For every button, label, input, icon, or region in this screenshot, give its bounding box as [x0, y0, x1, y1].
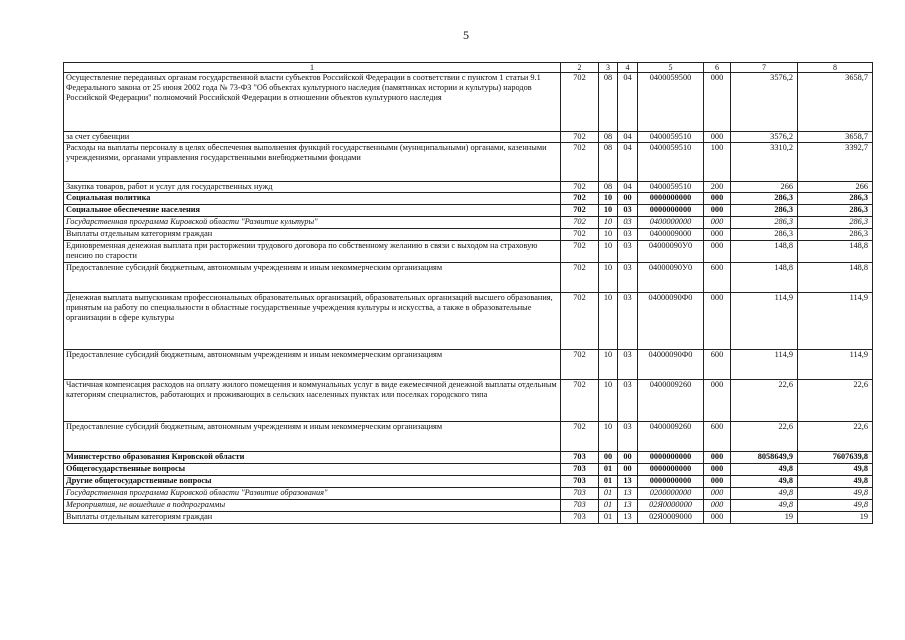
col-amount-2: 22,6	[798, 422, 873, 452]
col-ministry: 702	[561, 380, 599, 422]
row-name: Закупка товаров, работ и услуг для государственных нужд	[64, 182, 561, 193]
table-row	[64, 241, 873, 263]
row-name: Выплаты отдельным категориям граждан	[64, 229, 561, 241]
table-row	[64, 488, 873, 500]
header-cell: 7	[731, 63, 798, 73]
col-subsection: 03	[618, 380, 638, 422]
row-name: Расходы на выплаты персоналу в целях обеспечения выполнения функций государственными (муниципальными) органами, казенными учреждениями, органами управления государственными внебюджетными фондами	[64, 143, 561, 182]
table-row	[64, 464, 873, 476]
col-subsection: 03	[618, 350, 638, 380]
col-amount-2: 3658,7	[798, 132, 873, 143]
col-amount-2: 148,8	[798, 263, 873, 293]
col-amount-2: 286,3	[798, 217, 873, 229]
col-ministry: 703	[561, 512, 599, 524]
col-target: 0000000000	[638, 452, 704, 464]
col-expense-type: 000	[704, 476, 731, 488]
table-row	[64, 500, 873, 512]
table-row	[64, 193, 873, 205]
budget-table	[63, 62, 873, 524]
col-section: 10	[599, 241, 618, 263]
col-target: 0400059510	[638, 132, 704, 143]
col-section: 01	[599, 500, 618, 512]
col-section: 01	[599, 512, 618, 524]
col-ministry: 702	[561, 143, 599, 182]
col-subsection: 04	[618, 132, 638, 143]
col-target: 0400009260	[638, 422, 704, 452]
col-amount-1: 286,3	[731, 229, 798, 241]
col-target: 0400059500	[638, 73, 704, 132]
col-target: 04000090У0	[638, 241, 704, 263]
col-ministry: 703	[561, 476, 599, 488]
col-section: 10	[599, 263, 618, 293]
col-section: 10	[599, 422, 618, 452]
col-section: 10	[599, 229, 618, 241]
col-amount-2: 266	[798, 182, 873, 193]
col-amount-1: 148,8	[731, 263, 798, 293]
col-section: 08	[599, 143, 618, 182]
col-target: 0400059510	[638, 143, 704, 182]
table-row	[64, 263, 873, 293]
col-section: 01	[599, 464, 618, 476]
col-expense-type: 000	[704, 464, 731, 476]
col-section: 10	[599, 293, 618, 350]
col-amount-1: 266	[731, 182, 798, 193]
col-amount-2: 286,3	[798, 193, 873, 205]
col-expense-type: 000	[704, 205, 731, 217]
col-target: 0000000000	[638, 476, 704, 488]
col-target: 02Я0009000	[638, 512, 704, 524]
col-amount-2: 49,8	[798, 476, 873, 488]
col-ministry: 703	[561, 500, 599, 512]
col-subsection: 00	[618, 464, 638, 476]
col-expense-type: 600	[704, 350, 731, 380]
col-section: 10	[599, 380, 618, 422]
table-row	[64, 229, 873, 241]
col-amount-2: 286,3	[798, 229, 873, 241]
col-amount-1: 22,6	[731, 422, 798, 452]
table-row	[64, 182, 873, 193]
table-body	[64, 73, 873, 524]
col-amount-1: 3576,2	[731, 132, 798, 143]
table-row	[64, 143, 873, 182]
header-cell: 5	[638, 63, 704, 73]
col-amount-1: 49,8	[731, 488, 798, 500]
row-name: Социальное обеспечение населения	[64, 205, 561, 217]
col-amount-1: 114,9	[731, 350, 798, 380]
col-subsection: 03	[618, 422, 638, 452]
col-subsection: 03	[618, 263, 638, 293]
row-name: Выплаты отдельным категориям граждан	[64, 512, 561, 524]
row-name: Предоставление субсидий бюджетным, автономным учреждениям и иным некоммерческим организациям	[64, 350, 561, 380]
header-cell: 8	[798, 63, 873, 73]
col-amount-2: 3658,7	[798, 73, 873, 132]
col-expense-type: 000	[704, 380, 731, 422]
header-row	[64, 63, 873, 73]
col-expense-type: 600	[704, 422, 731, 452]
col-expense-type: 000	[704, 241, 731, 263]
col-amount-1: 286,3	[731, 217, 798, 229]
header-cell: 2	[561, 63, 599, 73]
row-name: Государственная программа Кировской области "Развитие культуры"	[64, 217, 561, 229]
table-row	[64, 512, 873, 524]
col-section: 08	[599, 73, 618, 132]
col-section: 01	[599, 488, 618, 500]
col-amount-2: 3392,7	[798, 143, 873, 182]
col-amount-1: 286,3	[731, 205, 798, 217]
col-target: 04000090Ф0	[638, 293, 704, 350]
row-name: Предоставление субсидий бюджетным, автономным учреждениям и иным некоммерческим организациям	[64, 422, 561, 452]
col-subsection: 04	[618, 143, 638, 182]
col-amount-2: 19	[798, 512, 873, 524]
col-expense-type: 000	[704, 452, 731, 464]
header-cell: 6	[704, 63, 731, 73]
col-section: 00	[599, 452, 618, 464]
col-expense-type: 000	[704, 488, 731, 500]
col-amount-1: 22,6	[731, 380, 798, 422]
row-name: Мероприятия, не вошедшие в подпрограммы	[64, 500, 561, 512]
table-row	[64, 380, 873, 422]
row-name: Осуществление переданных органам государственной власти субъектов Российской Федерации в соответствии с пунктом 1 статьи 9.1 Федерального закона от 25 июня 2002 года № 73-ФЗ "Об объектах культурного наследия (памятниках истории и культуры) народов Российской Федерации" полномочий Российской Федерации в отношении объектов культурного наследия	[64, 73, 561, 132]
col-expense-type: 000	[704, 217, 731, 229]
col-subsection: 04	[618, 182, 638, 193]
col-target: 0400059510	[638, 182, 704, 193]
col-target: 0400009000	[638, 229, 704, 241]
col-amount-1: 114,9	[731, 293, 798, 350]
col-subsection: 03	[618, 229, 638, 241]
col-section: 08	[599, 182, 618, 193]
col-target: 0000000000	[638, 193, 704, 205]
col-expense-type: 100	[704, 143, 731, 182]
col-amount-2: 148,8	[798, 241, 873, 263]
col-amount-1: 3576,2	[731, 73, 798, 132]
col-subsection: 04	[618, 73, 638, 132]
col-amount-2: 114,9	[798, 350, 873, 380]
row-name: Общегосударственные вопросы	[64, 464, 561, 476]
row-name: Министерство образования Кировской области	[64, 452, 561, 464]
col-amount-2: 114,9	[798, 293, 873, 350]
col-ministry: 702	[561, 293, 599, 350]
table-row	[64, 205, 873, 217]
row-name: Предоставление субсидий бюджетным, автономным учреждениям и иным некоммерческим организациям	[64, 263, 561, 293]
col-ministry: 702	[561, 422, 599, 452]
col-target: 0400009260	[638, 380, 704, 422]
col-expense-type: 000	[704, 512, 731, 524]
col-amount-2: 49,8	[798, 464, 873, 476]
col-amount-2: 286,3	[798, 205, 873, 217]
col-subsection: 03	[618, 217, 638, 229]
col-ministry: 702	[561, 217, 599, 229]
col-target: 0000000000	[638, 205, 704, 217]
col-ministry: 702	[561, 205, 599, 217]
col-amount-1: 49,8	[731, 500, 798, 512]
col-ministry: 702	[561, 73, 599, 132]
header-cell: 4	[618, 63, 638, 73]
col-subsection: 13	[618, 500, 638, 512]
col-amount-1: 49,8	[731, 476, 798, 488]
col-target: 0400000000	[638, 217, 704, 229]
row-name: Другие общегосударственные вопросы	[64, 476, 561, 488]
col-subsection: 13	[618, 512, 638, 524]
col-expense-type: 000	[704, 73, 731, 132]
row-name: за счет субвенции	[64, 132, 561, 143]
col-ministry: 702	[561, 182, 599, 193]
col-ministry: 702	[561, 229, 599, 241]
table-row	[64, 422, 873, 452]
col-section: 10	[599, 217, 618, 229]
col-target: 0200000000	[638, 488, 704, 500]
col-ministry: 703	[561, 464, 599, 476]
col-ministry: 703	[561, 452, 599, 464]
col-target: 04000090У0	[638, 263, 704, 293]
col-subsection: 03	[618, 293, 638, 350]
table-row	[64, 217, 873, 229]
col-subsection: 13	[618, 476, 638, 488]
col-amount-1: 3310,2	[731, 143, 798, 182]
col-expense-type: 000	[704, 229, 731, 241]
col-target: 0000000000	[638, 464, 704, 476]
col-section: 08	[599, 132, 618, 143]
col-ministry: 703	[561, 488, 599, 500]
col-amount-2: 49,8	[798, 488, 873, 500]
col-expense-type: 000	[704, 293, 731, 350]
col-subsection: 03	[618, 205, 638, 217]
header-cell: 3	[599, 63, 618, 73]
col-section: 01	[599, 476, 618, 488]
col-subsection: 00	[618, 193, 638, 205]
col-target: 02Я0000000	[638, 500, 704, 512]
col-amount-1: 286,3	[731, 193, 798, 205]
col-expense-type: 000	[704, 193, 731, 205]
page-number: 5	[463, 28, 469, 42]
table-row	[64, 293, 873, 350]
col-subsection: 00	[618, 452, 638, 464]
col-expense-type: 200	[704, 182, 731, 193]
col-section: 10	[599, 350, 618, 380]
row-name: Частичная компенсация расходов на оплату жилого помещения и коммунальных услуг в виде ежемесячной денежной выплаты отдельным категориям специалистов, работающих и проживающих в сельских населенных пунктах или поселках городского типа	[64, 380, 561, 422]
col-ministry: 702	[561, 132, 599, 143]
header-cell: 1	[64, 63, 561, 73]
col-amount-2: 49,8	[798, 500, 873, 512]
col-section: 10	[599, 205, 618, 217]
col-subsection: 13	[618, 488, 638, 500]
table-row	[64, 476, 873, 488]
col-expense-type: 000	[704, 500, 731, 512]
col-ministry: 702	[561, 263, 599, 293]
col-amount-1: 19	[731, 512, 798, 524]
table-row	[64, 73, 873, 132]
table-row	[64, 132, 873, 143]
col-amount-1: 8058649,9	[731, 452, 798, 464]
row-name: Государственная программа Кировской области "Развитие образования"	[64, 488, 561, 500]
table-row	[64, 452, 873, 464]
col-target: 04000090Ф0	[638, 350, 704, 380]
col-expense-type: 000	[704, 132, 731, 143]
col-amount-1: 148,8	[731, 241, 798, 263]
col-amount-2: 22,6	[798, 380, 873, 422]
col-ministry: 702	[561, 350, 599, 380]
col-amount-1: 49,8	[731, 464, 798, 476]
col-ministry: 702	[561, 193, 599, 205]
row-name: Денежная выплата выпускникам профессиональных образовательных организаций, образовательных организаций высшего образования, принятым на работу по специальности в областные государственные учреждения культуры и искусства, а также в образовательные организации в сфере культуры	[64, 293, 561, 350]
col-ministry: 702	[561, 241, 599, 263]
table-row	[64, 350, 873, 380]
col-subsection: 03	[618, 241, 638, 263]
col-amount-2: 7607639,8	[798, 452, 873, 464]
row-name: Социальная политика	[64, 193, 561, 205]
row-name: Единовременная денежная выплата при расторжении трудового договора по собственному желанию в связи с выходом на страховую пенсию по старости	[64, 241, 561, 263]
col-expense-type: 600	[704, 263, 731, 293]
col-section: 10	[599, 193, 618, 205]
